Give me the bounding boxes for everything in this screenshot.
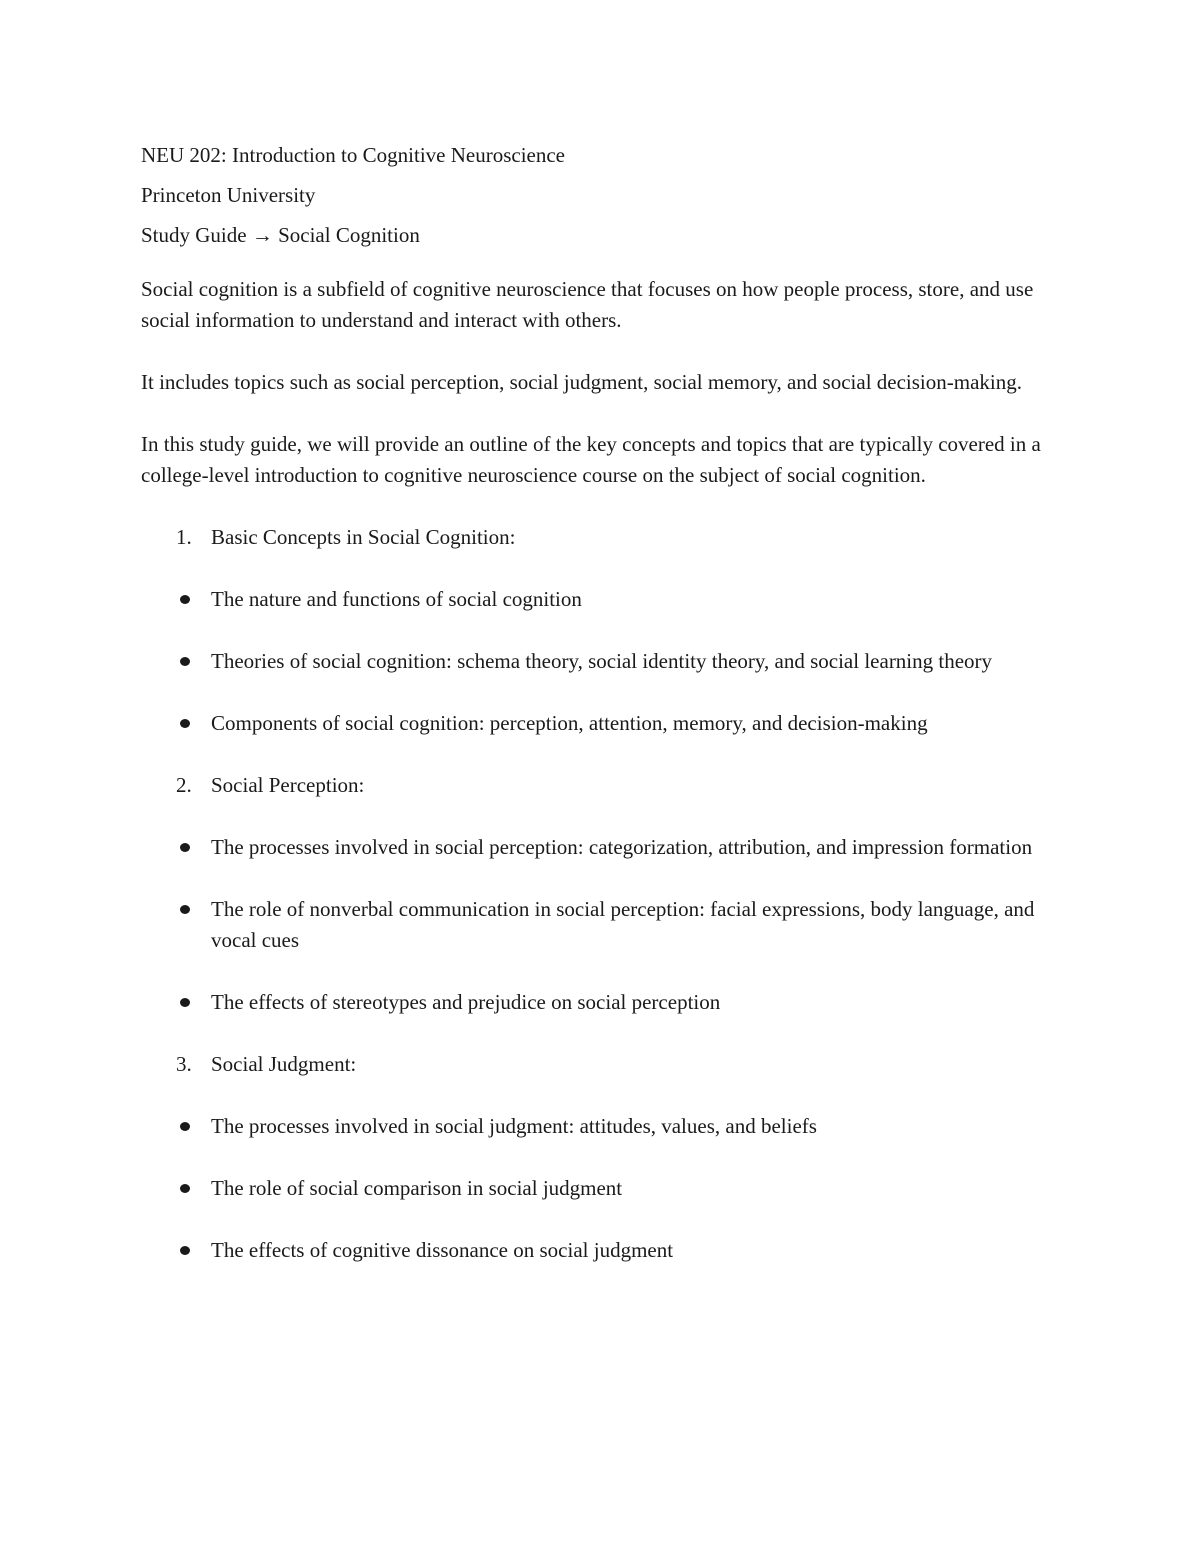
intro-paragraph: It includes topics such as social perception, social judgment, social memory, and social decision-making.: [141, 370, 1022, 394]
bullet-dot-icon: [180, 595, 190, 604]
outline-item-text: The processes involved in social judgment: attitudes, values, and beliefs: [211, 1114, 817, 1138]
outline-item-text: The effects of stereotypes and prejudice on social perception: [211, 990, 721, 1014]
outline-item-text: Components of social cognition: perception, attention, memory, and decision-making: [211, 711, 928, 735]
outline-item-text: The role of social comparison in social judgment: [211, 1176, 623, 1200]
section-number: 3.: [176, 1052, 192, 1076]
outline-item-text: Social Perception:: [211, 773, 365, 797]
bullet-dot-icon: [180, 657, 190, 666]
outline-item-text: Basic Concepts in Social Cognition:: [211, 525, 516, 549]
outline-item-text: The effects of cognitive dissonance on social judgment: [211, 1238, 674, 1262]
guide-title: Study Guide → Social Cognition: [141, 223, 420, 247]
outline-bullet-item: [141, 1173, 1051, 1204]
outline-item-text: Social Judgment:: [211, 1052, 357, 1076]
intro-paragraph: In this study guide, we will provide an outline of the key concepts and topics that are typically covered in a college-level introduction to cognitive neuroscience course on the subject of social cognition.: [141, 432, 1041, 487]
outline-section-heading: [141, 770, 1051, 801]
outline-bullet-item: [141, 832, 1051, 863]
outline-item-text: The processes involved in social perception: categorization, attribution, and impression formation: [211, 835, 1033, 859]
outline-item-text: The nature and functions of social cognition: [211, 587, 582, 611]
outline-item-text: Theories of social cognition: schema theory, social identity theory, and social learning theory: [211, 649, 993, 673]
university-name: Princeton University: [141, 183, 316, 207]
bullet-dot-icon: [180, 843, 190, 852]
outline-list: [141, 522, 1051, 1266]
intro-paragraph: Social cognition is a subfield of cognitive neuroscience that focuses on how people process, store, and use social information to understand and interact with others.: [141, 277, 1034, 332]
outline-bullet-item: [141, 708, 1051, 739]
outline-section-heading: [141, 522, 1051, 553]
bullet-dot-icon: [180, 1184, 190, 1193]
bullet-dot-icon: [180, 1246, 190, 1255]
bullet-dot-icon: [180, 998, 190, 1007]
outline-bullet-item: [141, 1235, 1051, 1266]
course-title: NEU 202: Introduction to Cognitive Neuroscience: [141, 143, 565, 167]
outline-bullet-item: [141, 1111, 1051, 1142]
outline-item-text: The role of nonverbal communication in social perception: facial expressions, body language, and vocal cues: [211, 897, 1035, 952]
outline-bullet-item: [141, 987, 1051, 1018]
outline-section-heading: [141, 1049, 1051, 1080]
bullet-dot-icon: [180, 719, 190, 728]
outline-bullet-item: [141, 584, 1051, 615]
bullet-dot-icon: [180, 1122, 190, 1131]
outline-bullet-item: [141, 894, 1051, 956]
bullet-dot-icon: [180, 905, 190, 914]
section-number: 1.: [176, 525, 192, 549]
document-page: [141, 140, 1051, 1266]
outline-bullet-item: [141, 646, 1051, 677]
section-number: 2.: [176, 773, 192, 797]
